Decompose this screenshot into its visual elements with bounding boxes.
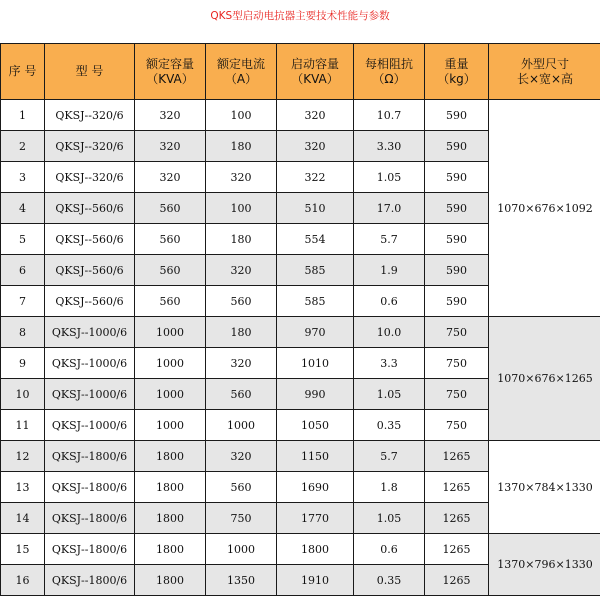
table-row [1, 100, 600, 131]
cell-weight: 590 [425, 131, 489, 162]
cell-start-capacity: 510 [277, 193, 354, 224]
cell-dimensions: 1070×676×1265 [489, 317, 600, 441]
cell-no: 2 [1, 131, 45, 162]
cell-model: QKSJ--1000/6 [45, 348, 135, 379]
cell-no: 12 [1, 441, 45, 472]
cell-model: QKSJ--1800/6 [45, 441, 135, 472]
cell-rated-capacity: 1000 [135, 348, 206, 379]
cell-weight: 1265 [425, 503, 489, 534]
spec-table [0, 43, 600, 596]
cell-no: 3 [1, 162, 45, 193]
cell-rated-capacity: 1000 [135, 317, 206, 348]
cell-rated-current: 560 [206, 379, 277, 410]
cell-no: 15 [1, 534, 45, 565]
cell-no: 7 [1, 286, 45, 317]
cell-model: QKSJ--320/6 [45, 100, 135, 131]
header-dimensions: 外型尺寸 长×宽×高 [489, 44, 600, 100]
cell-start-capacity: 1800 [277, 534, 354, 565]
cell-rated-current: 750 [206, 503, 277, 534]
cell-rated-capacity: 1800 [135, 565, 206, 596]
cell-rated-current: 320 [206, 348, 277, 379]
cell-dimensions: 1070×676×1092 [489, 100, 600, 317]
cell-weight: 590 [425, 255, 489, 286]
header-impedance: 每相阻抗 （Ω） [354, 44, 425, 100]
cell-rated-current: 180 [206, 224, 277, 255]
cell-model: QKSJ--1800/6 [45, 472, 135, 503]
cell-start-capacity: 1690 [277, 472, 354, 503]
cell-start-capacity: 990 [277, 379, 354, 410]
cell-no: 8 [1, 317, 45, 348]
cell-impedance: 17.0 [354, 193, 425, 224]
header-model: 型 号 [45, 44, 135, 100]
cell-dimensions: 1370×796×1330 [489, 534, 600, 596]
cell-no: 5 [1, 224, 45, 255]
cell-start-capacity: 554 [277, 224, 354, 255]
cell-impedance: 1.05 [354, 162, 425, 193]
cell-no: 10 [1, 379, 45, 410]
cell-start-capacity: 320 [277, 100, 354, 131]
page-title: QKS型启动电抗器主要技术性能与参数 [210, 10, 390, 22]
cell-weight: 590 [425, 224, 489, 255]
header-no: 序 号 [1, 44, 45, 100]
cell-no: 16 [1, 565, 45, 596]
cell-start-capacity: 970 [277, 317, 354, 348]
cell-model: QKSJ--1800/6 [45, 534, 135, 565]
table-row [1, 441, 600, 472]
cell-weight: 750 [425, 317, 489, 348]
cell-rated-capacity: 1000 [135, 410, 206, 441]
cell-start-capacity: 585 [277, 255, 354, 286]
header-row [1, 44, 600, 100]
cell-weight: 590 [425, 193, 489, 224]
cell-impedance: 1.9 [354, 255, 425, 286]
cell-impedance: 3.30 [354, 131, 425, 162]
cell-weight: 1265 [425, 565, 489, 596]
cell-rated-capacity: 1800 [135, 503, 206, 534]
cell-impedance: 0.6 [354, 286, 425, 317]
cell-start-capacity: 1050 [277, 410, 354, 441]
cell-start-capacity: 322 [277, 162, 354, 193]
cell-impedance: 1.05 [354, 503, 425, 534]
cell-model: QKSJ--560/6 [45, 224, 135, 255]
cell-impedance: 5.7 [354, 441, 425, 472]
cell-start-capacity: 1150 [277, 441, 354, 472]
cell-impedance: 1.8 [354, 472, 425, 503]
cell-rated-capacity: 560 [135, 193, 206, 224]
cell-weight: 590 [425, 100, 489, 131]
cell-impedance: 10.0 [354, 317, 425, 348]
cell-impedance: 3.3 [354, 348, 425, 379]
cell-model: QKSJ--1000/6 [45, 317, 135, 348]
cell-weight: 750 [425, 379, 489, 410]
cell-rated-current: 1000 [206, 410, 277, 441]
cell-start-capacity: 1910 [277, 565, 354, 596]
cell-model: QKSJ--560/6 [45, 255, 135, 286]
cell-model: QKSJ--560/6 [45, 193, 135, 224]
cell-model: QKSJ--1000/6 [45, 379, 135, 410]
header-rated-current: 额定电流 （A） [206, 44, 277, 100]
cell-no: 1 [1, 100, 45, 131]
cell-no: 4 [1, 193, 45, 224]
header-start-capacity: 启动容量 （KVA） [277, 44, 354, 100]
cell-model: QKSJ--1800/6 [45, 503, 135, 534]
cell-start-capacity: 320 [277, 131, 354, 162]
cell-no: 11 [1, 410, 45, 441]
cell-start-capacity: 1770 [277, 503, 354, 534]
cell-start-capacity: 1010 [277, 348, 354, 379]
header-rated-capacity: 额定容量 （KVA） [135, 44, 206, 100]
cell-impedance: 0.35 [354, 410, 425, 441]
cell-rated-capacity: 1800 [135, 441, 206, 472]
cell-weight: 590 [425, 286, 489, 317]
cell-rated-current: 560 [206, 472, 277, 503]
table-row [1, 534, 600, 565]
cell-rated-current: 180 [206, 317, 277, 348]
cell-rated-current: 1000 [206, 534, 277, 565]
cell-rated-capacity: 320 [135, 131, 206, 162]
cell-impedance: 0.6 [354, 534, 425, 565]
cell-rated-capacity: 560 [135, 224, 206, 255]
cell-weight: 1265 [425, 472, 489, 503]
cell-rated-capacity: 320 [135, 100, 206, 131]
cell-rated-current: 1350 [206, 565, 277, 596]
cell-rated-current: 100 [206, 100, 277, 131]
cell-impedance: 0.35 [354, 565, 425, 596]
table-row [1, 317, 600, 348]
cell-rated-current: 100 [206, 193, 277, 224]
cell-model: QKSJ--560/6 [45, 286, 135, 317]
cell-weight: 1265 [425, 441, 489, 472]
cell-rated-capacity: 560 [135, 255, 206, 286]
cell-rated-capacity: 1000 [135, 379, 206, 410]
cell-weight: 750 [425, 410, 489, 441]
cell-rated-capacity: 1800 [135, 534, 206, 565]
cell-start-capacity: 585 [277, 286, 354, 317]
cell-impedance: 1.05 [354, 379, 425, 410]
cell-rated-capacity: 1800 [135, 472, 206, 503]
cell-weight: 750 [425, 348, 489, 379]
cell-rated-current: 320 [206, 255, 277, 286]
cell-impedance: 10.7 [354, 100, 425, 131]
cell-no: 9 [1, 348, 45, 379]
cell-rated-capacity: 320 [135, 162, 206, 193]
cell-model: QKSJ--1000/6 [45, 410, 135, 441]
cell-weight: 590 [425, 162, 489, 193]
cell-rated-current: 320 [206, 441, 277, 472]
cell-no: 14 [1, 503, 45, 534]
cell-dimensions: 1370×784×1330 [489, 441, 600, 534]
cell-weight: 1265 [425, 534, 489, 565]
cell-model: QKSJ--1800/6 [45, 565, 135, 596]
cell-rated-current: 180 [206, 131, 277, 162]
cell-no: 13 [1, 472, 45, 503]
header-weight: 重量 （kg） [425, 44, 489, 100]
cell-impedance: 5.7 [354, 224, 425, 255]
cell-model: QKSJ--320/6 [45, 131, 135, 162]
cell-no: 6 [1, 255, 45, 286]
cell-rated-current: 560 [206, 286, 277, 317]
cell-rated-current: 320 [206, 162, 277, 193]
cell-model: QKSJ--320/6 [45, 162, 135, 193]
cell-rated-capacity: 560 [135, 286, 206, 317]
